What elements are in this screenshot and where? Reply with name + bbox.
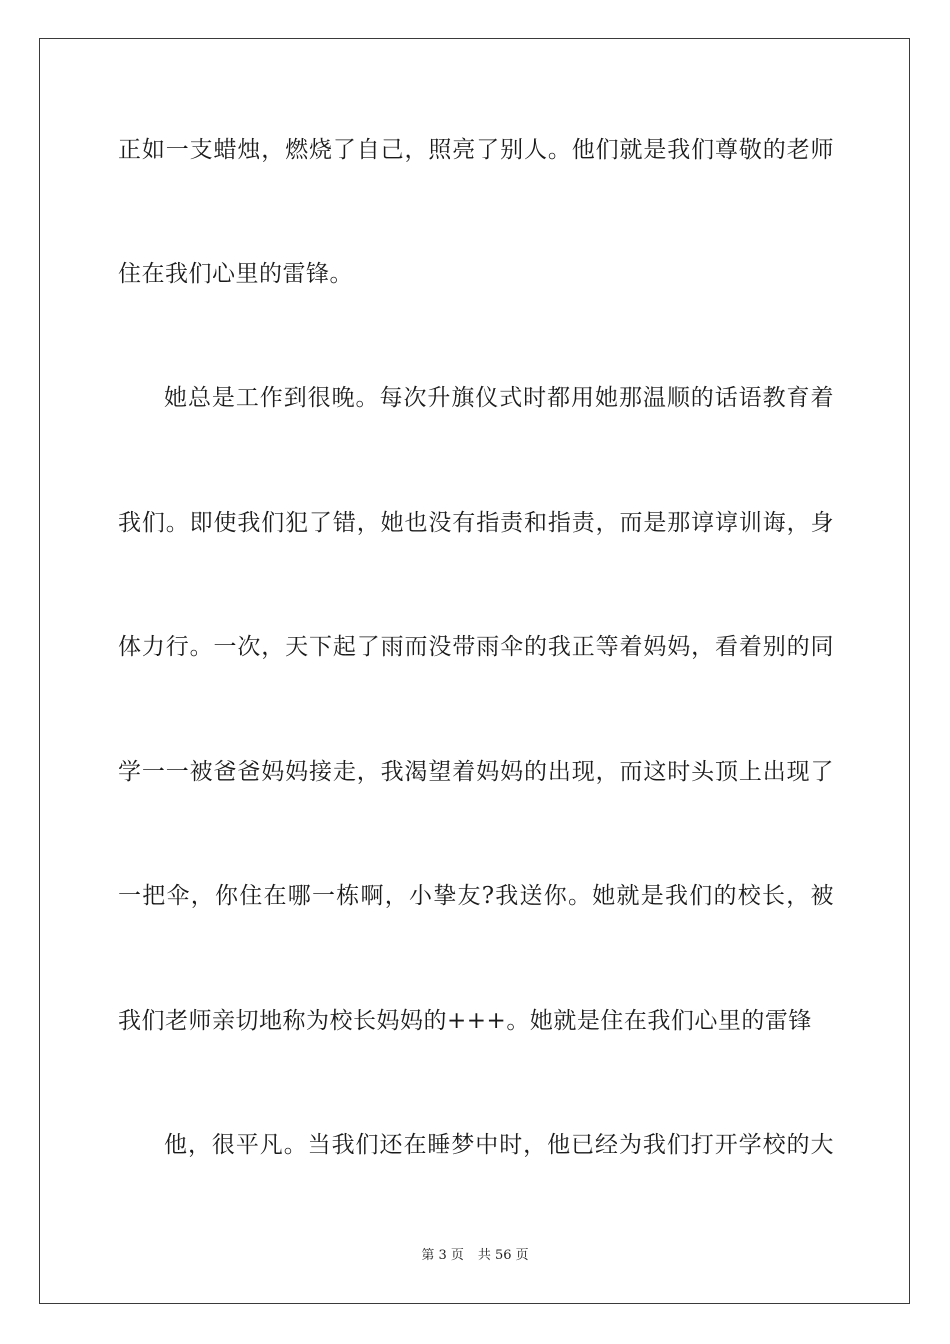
text-line-8: 我们老师亲切地称为校长妈妈的+++。她就是住在我们心里的雷锋 <box>118 1008 812 1034</box>
page-total: 共 56 页 <box>477 1248 529 1263</box>
text-line-1: 正如一支蜡烛，燃烧了自己，照亮了别人。他们就是我们尊敬的老师 <box>118 137 834 163</box>
text-line-3: 她总是工作到很晚。每次升旗仪式时都用她那温顺的话语教育着 <box>164 385 834 411</box>
text-line-2: 住在我们心里的雷锋。 <box>118 261 353 287</box>
text-line-4: 我们。即使我们犯了错，她也没有指责和指责，而是那谆谆训诲，身 <box>118 510 834 536</box>
text-line-9: 他，很平凡。当我们还在睡梦中时，他已经为我们打开学校的大 <box>164 1132 834 1158</box>
text-line-5: 体力行。一次，天下起了雨而没带雨伞的我正等着妈妈，看着别的同 <box>118 634 834 660</box>
page-border <box>39 38 910 1304</box>
page-footer <box>0 1248 950 1264</box>
page-number: 第 3 页 <box>421 1248 464 1263</box>
text-line-6: 学一一被爸爸妈妈接走，我渴望着妈妈的出现，而这时头顶上出现了 <box>118 759 834 785</box>
text-line-7: 一把伞，你住在哪一栋啊，小挚友?我送你。她就是我们的校长，被 <box>118 883 834 909</box>
